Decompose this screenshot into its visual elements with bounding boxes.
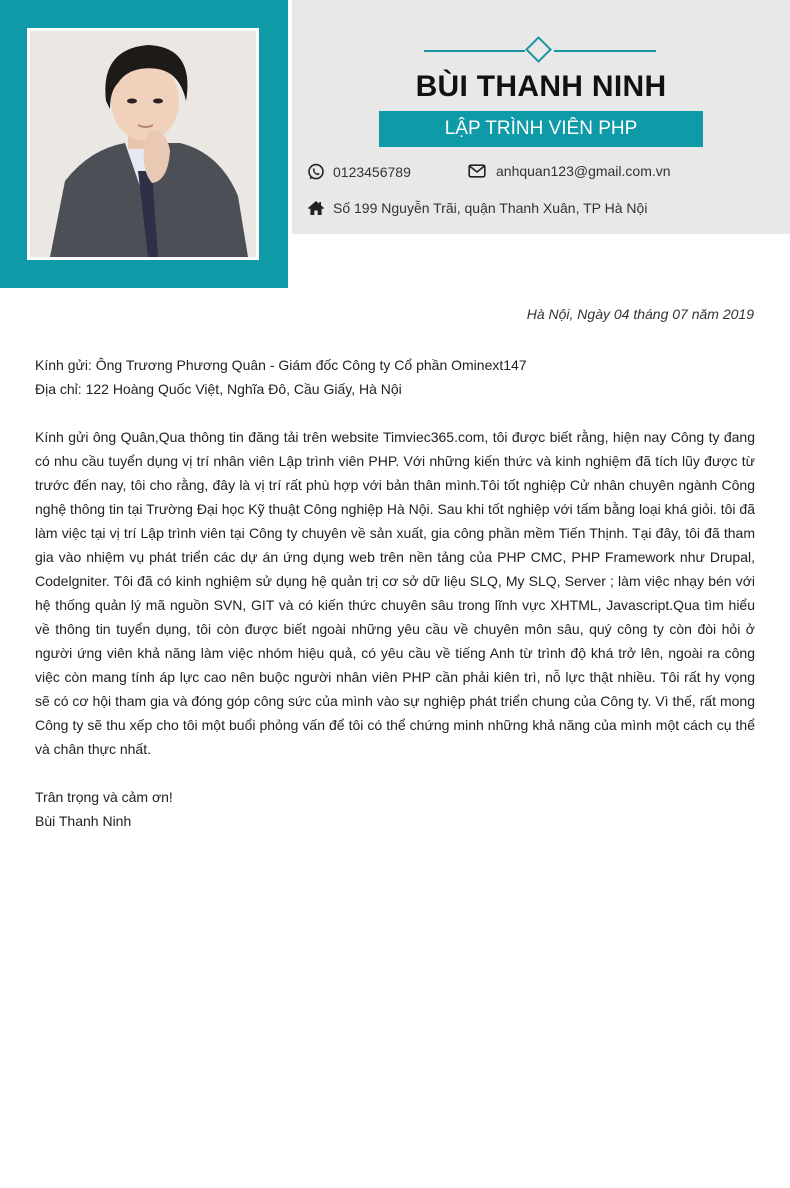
- email-address[interactable]: anhquan123@gmail.com.vn: [496, 163, 671, 179]
- letter-body: [35, 353, 755, 833]
- home-icon: [307, 199, 325, 217]
- contact-address: [307, 199, 647, 217]
- envelope-icon: [468, 162, 486, 180]
- closing-line: Trân trọng và cảm ơn!: [35, 789, 173, 805]
- portrait-image: [30, 31, 256, 257]
- paragraph-gap: [35, 761, 755, 785]
- job-title-banner: LẬP TRÌNH VIÊN PHP: [379, 111, 703, 147]
- candidate-name: BÙI THANH NINH: [415, 70, 667, 103]
- letter-paragraph: Kính gửi ông Quân,Qua thông tin đăng tải trên website Timviec365.com, tôi được biết rằng, hiện nay Công ty đang có nhu cầu tuyển dụng vị trí nhân viên Lập trình viên PHP. Với những kiến thức và kinh nghiệm đã tích lũy được từ trước đến nay, tôi cho rằng, đây là vị trí rất phù hợp với bản thân mình.Tôi tốt nghiệp Cử nhân chuyên ngành Công nghệ thông tin tại Trường Đại học Kỹ thuật Công nghiệp Hà Nội. Sau khi tốt nghiệp với tấm bằng loại khá giỏi. tôi đã làm việc tại vị trí Lập trình viên tại Công ty chuyên về sản xuất, gia công phần mềm Tiến Thịnh. Tại đây, tôi đã tham gia vào nhiệm vụ phát triển các dự án ứng dụng web trên nền tảng của PHP CMC, PHP Framework như Drupal, Codelgniter. Tôi đã có kinh nghiệm sử dụng hệ quản trị cơ sở dữ liệu SLQ, My SLQ, Server ; làm việc nhạy bén với hệ thống quản lý mã nguồn SVN, GIT và có kiến thức chuyên sâu trong lĩnh vực XHTML, Javascript.Qua tìm hiểu về thông tin tuyển dụng, tôi còn được biết ngoài những yêu cầu về chuyên môn sâu, quý công ty còn đòi hỏi ở người ứng viên khả năng làm việc nhóm hiệu quả, có yêu cầu về tiếng Anh từ trình độ khá trở lên, ngoài ra công việc còn mang tính áp lực cao nên buộc người nhân viên PHP cần phải kiên trì, nỗ lực thật nhiều. Tôi rất hy vọng sẽ có cơ hội tham gia và đóng góp công sức của mình vào sự nghiệp phát triển chung của Công ty. Vì thế, rất mong Công ty sẽ thu xếp cho tôi một buổi phỏng vấn để tôi có thể chứng minh những khả năng của mình một cách cụ thể và chân thực nhất.: [35, 429, 755, 757]
- profile-photo: [27, 28, 259, 260]
- decorative-line-left: [424, 50, 525, 52]
- phone-number: 0123456789: [333, 164, 411, 180]
- whatsapp-phone-icon: [307, 163, 325, 181]
- contact-phone: [307, 163, 411, 181]
- paragraph-gap: [35, 401, 755, 425]
- photo-block: [0, 0, 288, 288]
- recipient-line: Kính gửi: Ông Trương Phương Quân - Giám đốc Công ty Cổ phần Ominext147: [35, 357, 527, 373]
- address-text: Số 199 Nguyễn Trãi, quận Thanh Xuân, TP Hà Nội: [333, 200, 648, 216]
- recipient-address-line: Địa chỉ: 122 Hoàng Quốc Việt, Nghĩa Đô, Cầu Giấy, Hà Nội: [35, 381, 402, 397]
- contact-email: [468, 162, 671, 180]
- diamond-icon: [525, 36, 552, 63]
- header-panel: [292, 0, 790, 234]
- letter-date: Hà Nội, Ngày 04 tháng 07 năm 2019: [526, 306, 754, 322]
- signature-name: Bùi Thanh Ninh: [35, 813, 132, 829]
- decorative-line-right: [554, 50, 656, 52]
